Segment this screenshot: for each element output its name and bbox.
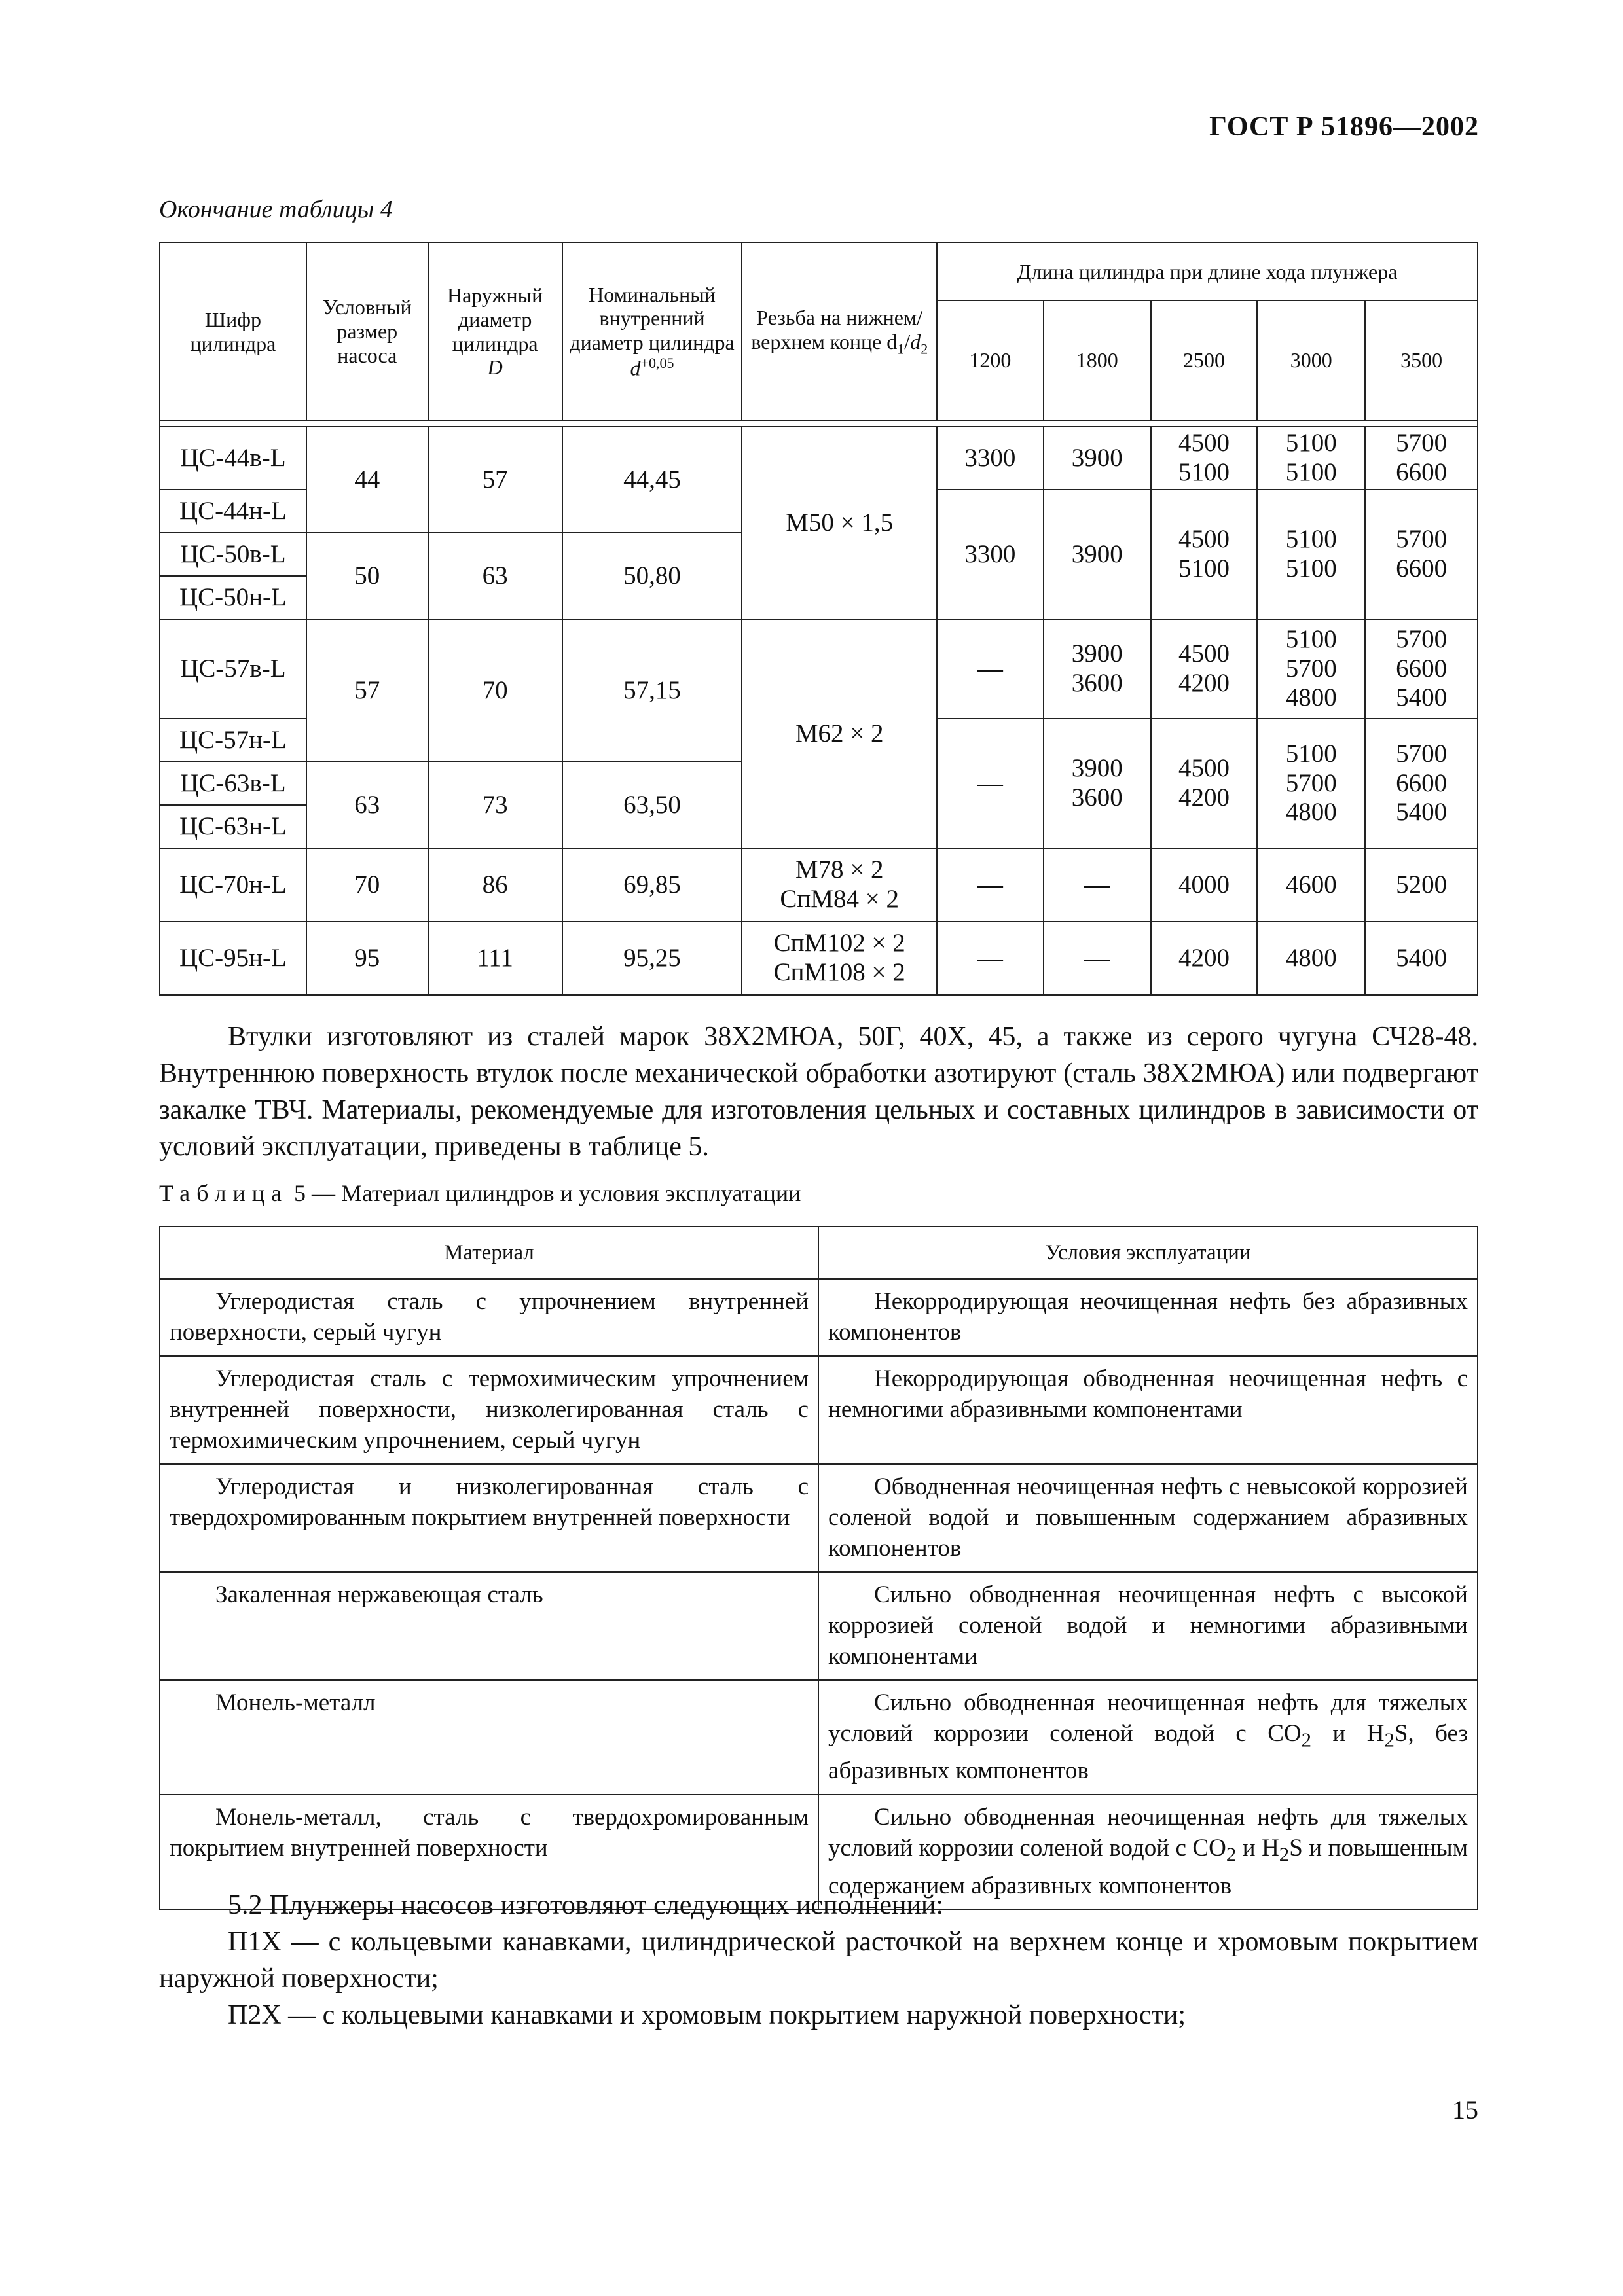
size-cell: 57 (306, 619, 428, 762)
table5-caption (159, 1179, 801, 1207)
th-outer-symbol: D (487, 355, 503, 380)
th-inner-label: Номинальный внутренний диаметр цилиндра (570, 282, 735, 355)
outer-cell: 57 (428, 427, 562, 533)
len-cell (1365, 427, 1478, 490)
len-cell (1151, 490, 1258, 619)
outer-cell: 70 (428, 619, 562, 762)
th-thread-sub1: 1 (897, 340, 905, 357)
len-cell (1044, 619, 1151, 719)
outer-cell: 63 (428, 533, 562, 619)
outer-cell: 111 (428, 922, 562, 995)
len-value: 5700 (1285, 768, 1337, 797)
len-cell: 3900 (1044, 427, 1151, 490)
thread-value: СпМ84 × 2 (780, 885, 899, 913)
size-cell: 95 (306, 922, 428, 995)
len-cell: — (937, 922, 1044, 995)
len-value: 6600 (1396, 554, 1448, 583)
len-cell: — (1044, 922, 1151, 995)
len-value: 5100 (1285, 554, 1337, 583)
len-cell: — (937, 719, 1044, 848)
len-value: 5700 (1396, 624, 1448, 653)
th-outer-label: Наружный диаметр цилиндра (447, 283, 543, 355)
conditions-text: Сильно обводненная неочищенная нефть для тяжелых условий коррозии соленой водой с CO (828, 1689, 1468, 1747)
material-text: Монель-металл (215, 1689, 376, 1716)
table4 (159, 242, 1478, 996)
len-value: 5700 (1396, 739, 1448, 768)
th-thread (742, 243, 937, 420)
body-paragraph (159, 1018, 1478, 1165)
inner-cell: 44,45 (562, 427, 742, 533)
material-cell (160, 1680, 818, 1795)
th-code: Шифр цилиндра (160, 243, 306, 420)
inner-cell: 57,15 (562, 619, 742, 762)
thread-cell (742, 922, 937, 995)
code-cell: ЦС-50в-L (160, 533, 306, 576)
section-text: 5.2 Плунжеры насосов изготовляют следующих исполнений: (228, 1890, 944, 1920)
material-cell (160, 1572, 818, 1680)
len-value: 3600 (1071, 783, 1123, 812)
page-number: 15 (1452, 2095, 1478, 2125)
subscript: 2 (1226, 1843, 1237, 1866)
len-value: 5700 (1396, 429, 1448, 457)
item-text: П2Х — с кольцевыми канавками и хромовым покрытием наружной поверхности; (228, 2000, 1186, 2030)
len-value: 5400 (1396, 683, 1448, 712)
outer-cell: 86 (428, 848, 562, 922)
material-cell (160, 1279, 818, 1356)
inner-cell: 95,25 (562, 922, 742, 995)
th-conditions: Условия эксплуатации (818, 1227, 1478, 1279)
len-value: 5100 (1285, 458, 1337, 486)
conditions-text: Обводненная неочищенная нефть с невысокой коррозией соленой водой и повышенным содержанием абразивных компонентов (828, 1473, 1468, 1562)
material-text: Углеродистая сталь с термохимическим упрочнением внутренней поверхности, низколегированная сталь с термохимическим упрочнением, серый чугун (170, 1365, 809, 1454)
code-cell: ЦС-63н-L (160, 805, 306, 848)
len-value: 4500 (1178, 525, 1230, 554)
th-stroke-1800: 1800 (1044, 300, 1151, 420)
th-stroke-3000: 3000 (1257, 300, 1365, 420)
code-cell: ЦС-50н-L (160, 576, 306, 619)
len-cell: 4200 (1151, 922, 1258, 995)
conditions-text: S и повышенным содержанием абразивных компонентов (828, 1835, 1468, 1899)
thread-cell: М50 × 1,5 (742, 427, 937, 619)
len-cell (1365, 619, 1478, 719)
size-cell: 63 (306, 762, 428, 848)
paragraph-text: Втулки изготовляют из сталей марок 38Х2МЮА, 50Г, 40Х, 45, а также из серого чугуна СЧ28-48. Внутреннюю поверхность втулок после механической обработки азотируют (сталь 38Х2МЮА) или подвергают закалке ТВЧ. Материалы, рекомендуемые для изготовления цельных и составных цилиндров в зависимости от условий эксплуатации, приведены в таблице 5. (159, 1022, 1478, 1162)
len-cell: 5200 (1365, 848, 1478, 922)
len-value: 5100 (1285, 525, 1337, 554)
len-value: 6600 (1396, 654, 1448, 683)
len-value: 4800 (1285, 683, 1337, 712)
len-cell: 4600 (1257, 848, 1365, 922)
conditions-text: Сильно обводненная неочищенная нефть для тяжелых условий коррозии соленой водой с CO (828, 1804, 1468, 1862)
len-cell (1257, 490, 1365, 619)
len-cell (1044, 719, 1151, 848)
th-inner-symbol: d (630, 356, 641, 380)
len-value: 5100 (1285, 739, 1337, 768)
len-cell: 4000 (1151, 848, 1258, 922)
inner-cell: 69,85 (562, 848, 742, 922)
len-cell: 3900 (1044, 490, 1151, 619)
len-value: 6600 (1396, 768, 1448, 797)
len-cell: 5400 (1365, 922, 1478, 995)
len-value: 3900 (1071, 754, 1123, 783)
th-inner-tolerance: +0,05 (640, 354, 674, 371)
subscript: 2 (1384, 1729, 1395, 1751)
thread-value: СпМ108 × 2 (773, 958, 905, 986)
conditions-cell (818, 1680, 1478, 1795)
material-text: Монель-металл, сталь с твердохромированным покрытием внутренней поверхности (170, 1804, 809, 1862)
len-cell: 3300 (937, 427, 1044, 490)
len-value: 5100 (1285, 429, 1337, 457)
conditions-cell (818, 1279, 1478, 1356)
size-cell: 50 (306, 533, 428, 619)
len-cell (1257, 719, 1365, 848)
th-length-group: Длина цилиндра при длине хода плунжера (937, 243, 1478, 300)
code-cell: ЦС-57в-L (160, 619, 306, 719)
th-material: Материал (160, 1227, 818, 1279)
item-p1x (159, 1924, 1478, 1997)
len-cell: — (1044, 848, 1151, 922)
code-cell: ЦС-63в-L (160, 762, 306, 805)
len-value: 5100 (1178, 458, 1230, 486)
material-text: Углеродистая и низколегированная сталь с твердохромированным покрытием внутренней поверхности (170, 1473, 809, 1531)
material-text: Углеродистая сталь с упрочнением внутренней поверхности, серый чугун (170, 1288, 809, 1346)
len-cell (1151, 427, 1258, 490)
len-cell (1257, 619, 1365, 719)
len-value: 4800 (1285, 798, 1337, 827)
len-cell: 4800 (1257, 922, 1365, 995)
len-cell: — (937, 848, 1044, 922)
th-stroke-1200: 1200 (937, 300, 1044, 420)
len-value: 5100 (1178, 554, 1230, 583)
subscript: 2 (1279, 1843, 1290, 1866)
len-value: 4500 (1178, 429, 1230, 457)
len-cell (1365, 490, 1478, 619)
size-cell: 70 (306, 848, 428, 922)
thread-cell: М62 × 2 (742, 619, 937, 848)
header-gap (160, 420, 1478, 427)
inner-cell: 63,50 (562, 762, 742, 848)
th-thread-slash: / (904, 330, 911, 354)
len-cell: — (937, 619, 1044, 719)
conditions-cell (818, 1356, 1478, 1464)
len-value: 4500 (1178, 754, 1230, 783)
len-value: 5400 (1396, 798, 1448, 827)
inner-cell: 50,80 (562, 533, 742, 619)
len-cell (1151, 719, 1258, 848)
material-cell (160, 1464, 818, 1572)
conditions-cell (818, 1572, 1478, 1680)
thread-value: СпМ102 × 2 (773, 929, 905, 958)
conditions-cell (818, 1464, 1478, 1572)
item-p2x (159, 1997, 1478, 2034)
code-cell: ЦС-57н-L (160, 719, 306, 762)
len-cell (1257, 427, 1365, 490)
thread-cell (742, 848, 937, 922)
len-cell (1151, 619, 1258, 719)
conditions-text: и H (1311, 1720, 1385, 1747)
code-cell: ЦС-44в-L (160, 427, 306, 490)
len-value: 4500 (1178, 639, 1230, 668)
len-value: 6600 (1396, 458, 1448, 486)
code-cell: ЦС-44н-L (160, 490, 306, 533)
len-value: 4200 (1178, 783, 1230, 812)
code-cell: ЦС-95н-L (160, 922, 306, 995)
subscript: 2 (1301, 1729, 1312, 1751)
len-value: 5100 (1285, 624, 1337, 653)
standard-header: ГОСТ Р 51896—2002 (1209, 112, 1479, 142)
section-5-2 (159, 1887, 1478, 1924)
conditions-text: Сильно обводненная неочищенная нефть с высокой коррозией соленой водой и немногими абразивными компонентами (828, 1581, 1468, 1670)
table5-caption-prefix: Таблица (159, 1180, 288, 1206)
th-thread-label: Резьба на нижнем/верхнем конце d (751, 306, 923, 354)
th-size: Условный размер насоса (306, 243, 428, 420)
len-value: 5700 (1396, 525, 1448, 554)
len-value: 3600 (1071, 669, 1123, 697)
th-thread-sub2: 2 (921, 340, 928, 357)
th-inner (562, 243, 742, 420)
len-cell: 3300 (937, 490, 1044, 619)
len-value: 5700 (1285, 654, 1337, 683)
conditions-text: Некорродирующая обводненная неочищенная нефть с немногими абразивными компонентами (828, 1365, 1468, 1423)
size-cell: 44 (306, 427, 428, 533)
len-value: 3900 (1071, 639, 1123, 668)
outer-cell: 73 (428, 762, 562, 848)
len-value: 4200 (1178, 669, 1230, 697)
th-stroke-3500: 3500 (1365, 300, 1478, 420)
thread-value: М78 × 2 (795, 855, 884, 884)
item-text: П1Х — с кольцевыми канавками, цилиндрической расточкой на верхнем конце и хромовым покрытием наружной поверхности; (159, 1927, 1478, 1994)
table5-caption-text: 5 — Материал цилиндров и условия эксплуатации (287, 1180, 801, 1206)
th-stroke-2500: 2500 (1151, 300, 1258, 420)
conditions-text: и H (1236, 1835, 1279, 1862)
code-cell: ЦС-70н-L (160, 848, 306, 922)
table5 (159, 1226, 1478, 1910)
table4-caption: Окончание таблицы 4 (159, 196, 393, 223)
material-cell (160, 1356, 818, 1464)
material-text: Закаленная нержавеющая сталь (215, 1581, 543, 1608)
th-thread-d2: d (910, 330, 921, 354)
th-outer (428, 243, 562, 420)
conditions-text: S, без абразивных компонентов (828, 1720, 1468, 1785)
len-cell (1365, 719, 1478, 848)
conditions-text: Некорродирующая неочищенная нефть без абразивных компонентов (828, 1288, 1468, 1346)
